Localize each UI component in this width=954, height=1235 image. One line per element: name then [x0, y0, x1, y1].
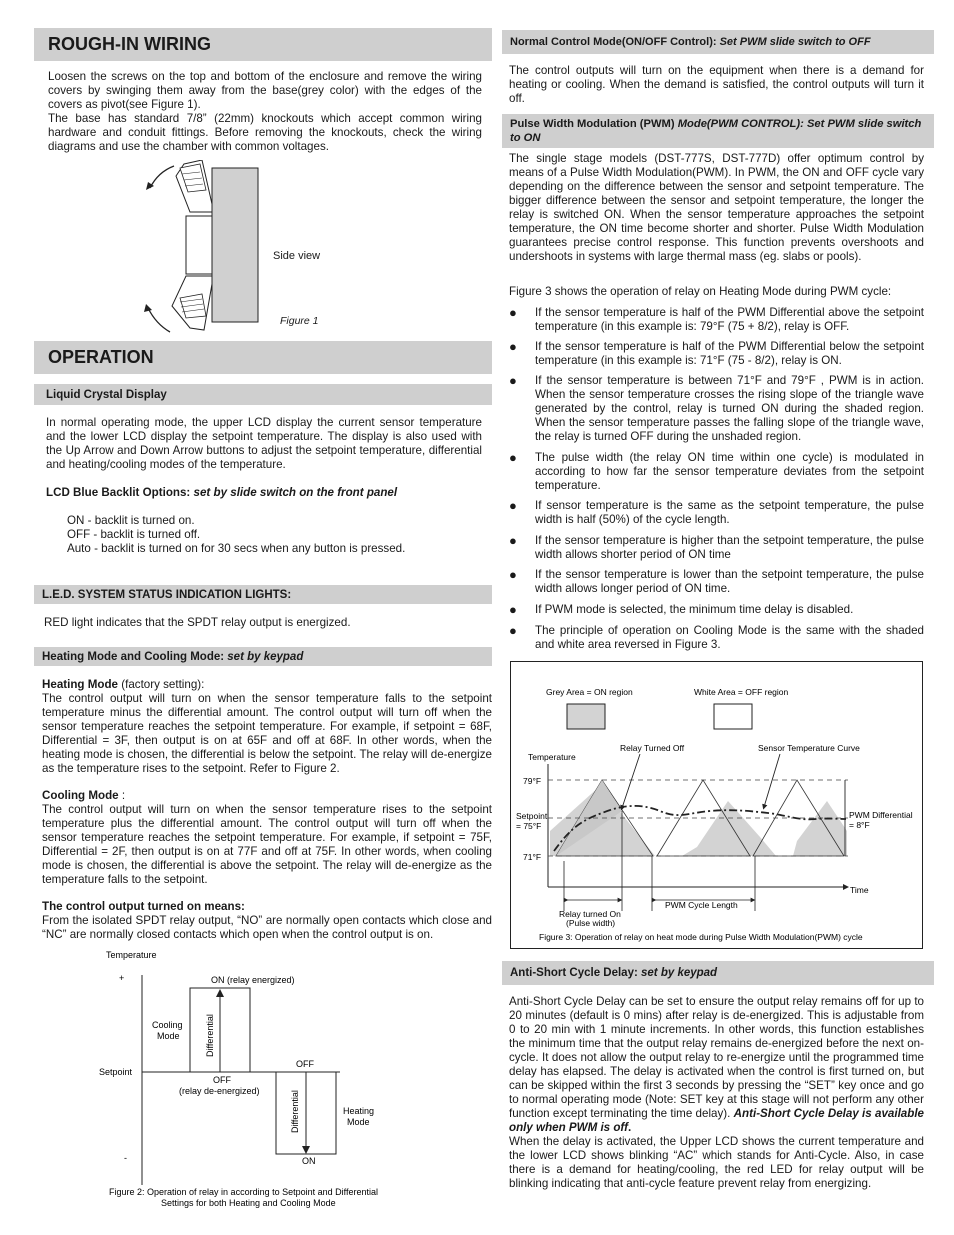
figure-1-side-view	[140, 160, 360, 338]
fig1-caption: Figure 1	[280, 315, 319, 327]
pwm-bullet: ● If the sensor temperature is higher than the setpoint temperature, the pulse width allows shorter period of ON time	[509, 533, 924, 561]
fig3-relay-turned-off: Relay Turned Off	[620, 743, 685, 753]
fig3-temperature-label: Temperature	[528, 752, 576, 762]
fig2-cooling-mode-2: Mode	[157, 1031, 180, 1041]
rough-in-paragraph-2: The base has standard 7/8” (22mm) knockouts which accept common wiring hardware and conduit fittings. Before removing the knockouts, check the wiring diagrams and use the chamber with common voltages.	[48, 112, 482, 153]
pwm-bullet: ● If PWM mode is selected, the minimum time delay is disabled.	[509, 602, 854, 617]
backlit-auto: Auto - backlit is turned on for 30 secs when any button is pressed.	[67, 542, 406, 555]
fig3-white-area-label: White Area = OFF region	[694, 687, 789, 697]
anti-short-text	[509, 995, 924, 1191]
hc-setby: set by keypad	[227, 650, 304, 663]
backlit-values	[67, 514, 487, 556]
fig2-heating-mode-1: Heating	[343, 1106, 375, 1116]
fig2-on-bottom: ON	[302, 1156, 316, 1166]
control-output-text: From the isolated SPDT relay output, “NO” are normally open contacts which close and “NC” are normally closed contacts which open when the control output is on.	[42, 914, 492, 941]
cooling-mode-label: Cooling Mode	[42, 789, 119, 802]
backlit-setby: set by slide switch on the front panel	[193, 486, 398, 499]
led-text: RED light indicates that the SPDT relay output is energized.	[44, 616, 351, 629]
normal-mode-setby: Set PWM slide switch to OFF	[719, 36, 871, 48]
anti-short-note-end: .	[627, 1121, 632, 1134]
lcd-heading	[34, 384, 492, 405]
normal-mode-text: The control outputs will turn on the equipment when there is a demand for heating or cooling. When the demand is satisfied, the control outputs will turn it off.	[509, 64, 924, 105]
pwm-text: The single stage models (DST-777S, DST-777D) offer optimum control by means of a Pulse Width Modulation(PWM). In PWM, the ON and OFF cycle vary depending on the difference between the sensor and setpoint temperature. The bigger difference between the sensor and setpoint temperature, the longer the relay is switched ON. When the sensor temperature approaches the setpoint temperature, the ON time become shorter and shorter. Pulse Width Modulation guarantees precise control response. This function prevents overshoots and undershoots in systems with large thermal mass (eg. slabs or pools).	[509, 152, 924, 263]
fig3-71f: 71°F	[523, 852, 542, 862]
base-plate	[212, 168, 258, 322]
pwm-bullet: ● If the sensor temperature is between 71°F and 79°F , PWM is in action. When the sensor temperature crosses the rising slope of the triangle wave generated by the control, relay is turned ON during the shaded region. When the sensor temperature passes the falling slope of the triangle wave, the relay is turned OFF during the unshaded region.	[509, 373, 924, 443]
backlit-off: OFF - backlit is turned off.	[67, 528, 201, 541]
anti-short-note: Anti-Short Cycle Delay is available only when PWM is off	[509, 1107, 924, 1134]
fig2-caption-2: Settings for both Heating and Cooling Mode	[161, 1198, 336, 1208]
middle-body	[186, 216, 212, 274]
fig2-temperature-label: Temperature	[106, 950, 157, 960]
fig1-side-view-label: Side view	[273, 250, 321, 262]
fig3-relay-on-1: Relay turned On	[559, 909, 621, 919]
rough-in-wiring-heading	[34, 28, 492, 61]
fig2-cooling-mode-1: Cooling	[152, 1020, 183, 1030]
fig2-differential-heating: Differential	[290, 1090, 300, 1133]
normal-mode-heading-text: Normal Control Mode(ON/OFF Control):	[510, 36, 717, 48]
pwm-bullet: ● The pulse width (the relay ON time within one cycle) is modulated in according to how far the sensor temperature deviates from the setpoint temperature.	[509, 450, 924, 492]
rough-in-paragraph-1: Loosen the screws on the top and bottom of the enclosure and remove the wiring covers by swinging them away from the base(grey color) with the edges of the covers as pivot(see Figure 1).	[48, 70, 482, 111]
fig3-grey-swatch	[567, 704, 605, 729]
lcd-text: In normal operating mode, the upper LCD display the current sensor temperature and the lower LCD display the setpoint temperature. The display is also used with the Up Arrow and Down Arrow buttons to adjust the setpoint temperature, differential and heating/cooling modes of the temperature.	[46, 416, 482, 471]
fig3-setpoint-2: = 75°F	[516, 821, 542, 831]
pwm-heading-text: Pulse Width Modulation (PWM)	[510, 118, 675, 130]
pwm-bullet: ● If sensor temperature is the same as the setpoint temperature, the pulse width is half (50%) of the cycle length.	[509, 498, 924, 526]
fig3-cycle-length-label: PWM Cycle Length	[665, 900, 738, 910]
heating-mode-suffix: (factory setting):	[118, 678, 205, 691]
fig3-pwm-diff-1: PWM Differential	[849, 810, 913, 820]
figure-2-relay-diagram	[90, 945, 420, 1215]
backlit-options	[46, 486, 482, 500]
operation-title: OPERATION	[48, 347, 154, 367]
fig2-plus: +	[119, 973, 125, 983]
fig3-setpoint-1: Setpoint	[516, 811, 548, 821]
operation-heading	[34, 341, 492, 374]
pwm-bullet: ● The principle of operation on Cooling Mode is the same with the shaded and white area reversed in Figure 3.	[509, 623, 924, 651]
fig3-relay-on-2: (Pulse width)	[566, 918, 616, 928]
fig2-differential-cooling: Differential	[205, 1014, 215, 1057]
fig3-sensor-curve-label: Sensor Temperature Curve	[758, 743, 860, 753]
fig2-off-deenergized: (relay de-energized)	[179, 1086, 260, 1096]
fig3-79f: 79°F	[523, 776, 542, 786]
hc-heading-text: Heating Mode and Cooling Mode:	[42, 650, 225, 663]
pwm-intro: Figure 3 shows the operation of relay on Heating Mode during PWM cycle:	[509, 285, 892, 298]
heating-cooling-heading	[34, 647, 492, 666]
control-output-block	[42, 900, 492, 942]
heating-mode-block	[42, 678, 492, 776]
anti-short-body: Anti-Short Cycle Delay can be set to ensure the output relay remains off for up to 20 minutes (default is 0 mins) after relay is de-energized. This is adjustable from 0 to 20 min with 1 minute increments. In other words, this function establishes the minimum time that the output relay remains de-energized before the next on-cycle. It does not allow the output relay to re-energize until the programmed time delay has elapsed. The delay is activated when the control is first turned on, but can be skipped within the first 3 seconds by pressing the “SET” key once and go to normal operating mode (Note: SET key at this stage will not perform any other function except terminating the time delay).	[509, 995, 924, 1120]
fig2-heating-mode-2: Mode	[347, 1117, 370, 1127]
bottom-cover	[172, 276, 212, 330]
pwm-bullet: ● If the sensor temperature is half of the PWM Differential below the setpoint temperature (in this example is: 71°F (75 - 8/2), relay is ON.	[509, 339, 924, 367]
normal-mode-heading	[502, 30, 934, 54]
led-heading	[34, 585, 492, 604]
cooling-mode-block	[42, 789, 492, 887]
led-heading-text: L.E.D. SYSTEM STATUS INDICATION LIGHTS:	[42, 588, 292, 601]
top-cover	[176, 160, 212, 212]
rotate-up-arrow	[150, 166, 174, 188]
fig2-off-top: OFF	[296, 1059, 314, 1069]
fig3-pwm-diff-2: = 8°F	[849, 820, 870, 830]
anti-short-heading-text: Anti-Short Cycle Delay:	[510, 967, 638, 979]
fig3-caption: Figure 3: Operation of relay on heat mode during Pulse Width Modulation(PWM) cycle	[539, 932, 863, 942]
lcd-heading-text: Liquid Crystal Display	[46, 388, 167, 401]
fig3-time-label: Time	[850, 885, 869, 895]
anti-short-body-2: When the delay is activated, the Upper LCD shows the current temperature and the lower LCD shows blinking “AC” which stands for Anti-Cycle. Also, in case there is a demand for heating/cooling, the red LED for relay output will be blinking indicating that anti-cycle feature prevent relay from energizing.	[509, 1135, 924, 1190]
fig2-caption-1: Figure 2: Operation of relay in according to Setpoint and Differential	[109, 1187, 378, 1197]
rough-in-title: ROUGH-IN WIRING	[48, 34, 211, 54]
fig3-white-swatch	[714, 704, 752, 729]
rotate-down-arrow	[148, 308, 170, 332]
anti-short-setby: set by keypad	[641, 967, 718, 979]
control-output-label: The control output turned on means:	[42, 900, 245, 913]
fig2-setpoint-label: Setpoint	[99, 1067, 133, 1077]
fig2-off-label: OFF	[213, 1075, 231, 1085]
fig2-on-energized: ON (relay energized)	[211, 975, 295, 985]
rough-in-text	[48, 70, 482, 154]
fig3-grey-area-label: Grey Area = ON region	[546, 687, 633, 697]
pwm-bullet: ● If the sensor temperature is lower than the setpoint temperature, the pulse width allows longer period of ON time.	[509, 567, 924, 595]
figure-3-pwm-cycle	[510, 661, 924, 950]
cooling-mode-suffix: :	[118, 789, 126, 802]
fig2-minus: -	[124, 1153, 127, 1163]
pwm-bullet: ● If the sensor temperature is half of the PWM Differential above the setpoint temperature (in this example is: 79°F (75 + 8/2), relay is OFF.	[509, 305, 924, 333]
cooling-mode-text: The control output will turn on when the sensor temperature rises to the setpoint temperature plus the differential amount. The control output will turn off when the sensor temperature reaches the setpoint temperature. For example, if setpoint = 75F, Differential = 2F, then output is on at 77F and off at 75F. In other words, when cooling mode is chosen, the differential is above the setpoint. The relay will de-energize as the temperature falls to the setpoint.	[42, 803, 492, 886]
heating-mode-label: Heating Mode	[42, 678, 119, 691]
anti-short-heading	[502, 961, 934, 985]
heating-mode-text: The control output will turn on when the sensor temperature falls to the setpoint temperature minus the differential amount. The control output will turn off when the sensor temperature reaches the setpoint temperature. For example, if setpoint = 68F, Differential = 3F, then output is on at 65F and off at 68F. In other words, when the heating mode is chosen, the differential is below the setpoint. The relay will de-energize as the temperature rises to the setpoint. Refer to Figure 2.	[42, 692, 492, 775]
backlit-on: ON - backlit is turned on.	[67, 514, 195, 527]
backlit-label: LCD Blue Backlit Options:	[46, 486, 191, 499]
pwm-heading	[502, 114, 934, 148]
pwm-heading-italic: Mode(PWM CONTROL): Set PWM slide switch to ON	[510, 118, 922, 144]
